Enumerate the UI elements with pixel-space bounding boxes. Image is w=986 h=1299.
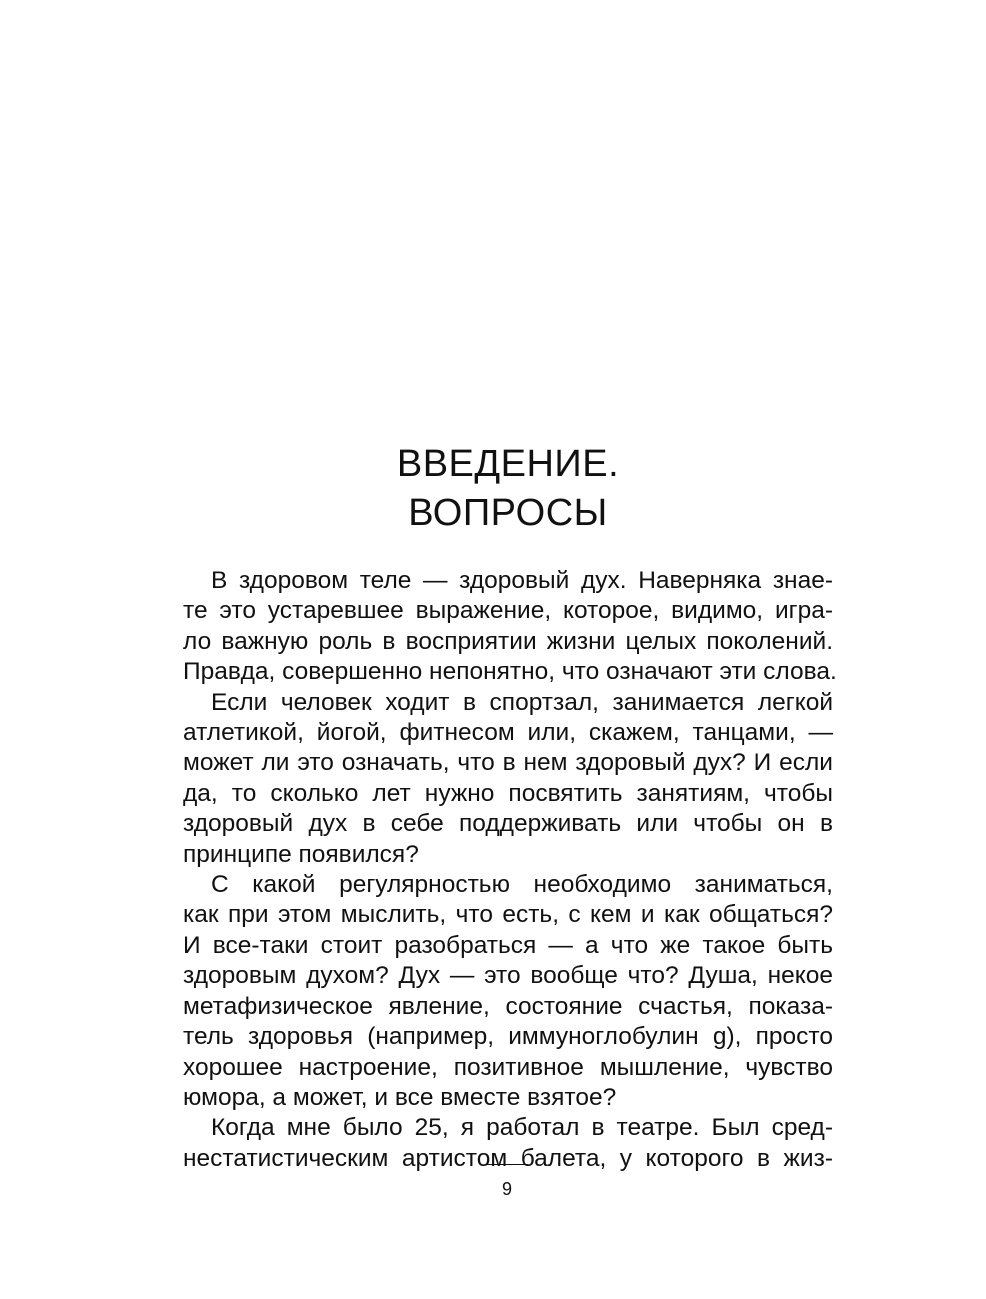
- text-line: юмора, а может, и все вместе взятое?: [183, 1083, 617, 1111]
- text-line: Правда, совершенно непонятно, что означают эти слова.: [183, 658, 837, 686]
- chapter-title: [183, 440, 833, 538]
- text-line: И все-таки стоит разобраться — а что же такое быть: [183, 931, 833, 959]
- text-line: нестатистическим артистом балета, у которого в жиз-: [183, 1144, 833, 1172]
- paragraph-2: [183, 688, 833, 870]
- text-line: может ли это означать, что в нем здоровый дух? И если: [183, 749, 833, 777]
- page-number: 9: [501, 1179, 512, 1199]
- paragraph-3: [183, 870, 833, 1113]
- text-line: здоровым духом? Дух — это вообще что? Душа, некое: [183, 962, 833, 990]
- text-line: как при этом мыслить, что есть, с кем и как общаться?: [183, 901, 833, 929]
- text-line: хорошее настроение, позитивное мышление, чувство: [183, 1053, 833, 1081]
- paragraph-4: [183, 1113, 833, 1174]
- text-line: Если человек ходит в спортзал, занимается легкой: [211, 688, 833, 716]
- text-line: здоровый дух в себе поддерживать или чтобы он в: [183, 810, 833, 838]
- text-line: принципе появился?: [183, 840, 419, 868]
- paragraph-1: [183, 566, 837, 688]
- text-line: Когда мне было 25, я работал в театре. Был сред-: [211, 1114, 833, 1142]
- footer-divider: [486, 1164, 528, 1165]
- text-line: С какой регулярностью необходимо заниматься,: [211, 871, 833, 899]
- text-line: тель здоровья (например, иммуноглобулин g), просто: [183, 1023, 833, 1051]
- text-line: те это устаревшее выражение, которое, видимо, игра-: [183, 597, 833, 625]
- chapter-title-line-1: ВВЕДЕНИЕ.: [396, 443, 620, 485]
- text-line: атлетикой, йогой, фитнесом или, скажем, танцами, —: [183, 719, 833, 747]
- text-line: ло важную роль в восприятии жизни целых поколений.: [183, 627, 833, 655]
- text-line: В здоровом теле — здоровый дух. Наверняка знае-: [211, 567, 833, 594]
- chapter-title-line-2: ВОПРОСЫ: [408, 492, 608, 534]
- text-line: метафизическое явление, состояние счастья, показа-: [183, 992, 833, 1020]
- text-line: да, то сколько лет нужно посвятить занятиям, чтобы: [183, 779, 833, 807]
- body-text: [183, 566, 837, 1174]
